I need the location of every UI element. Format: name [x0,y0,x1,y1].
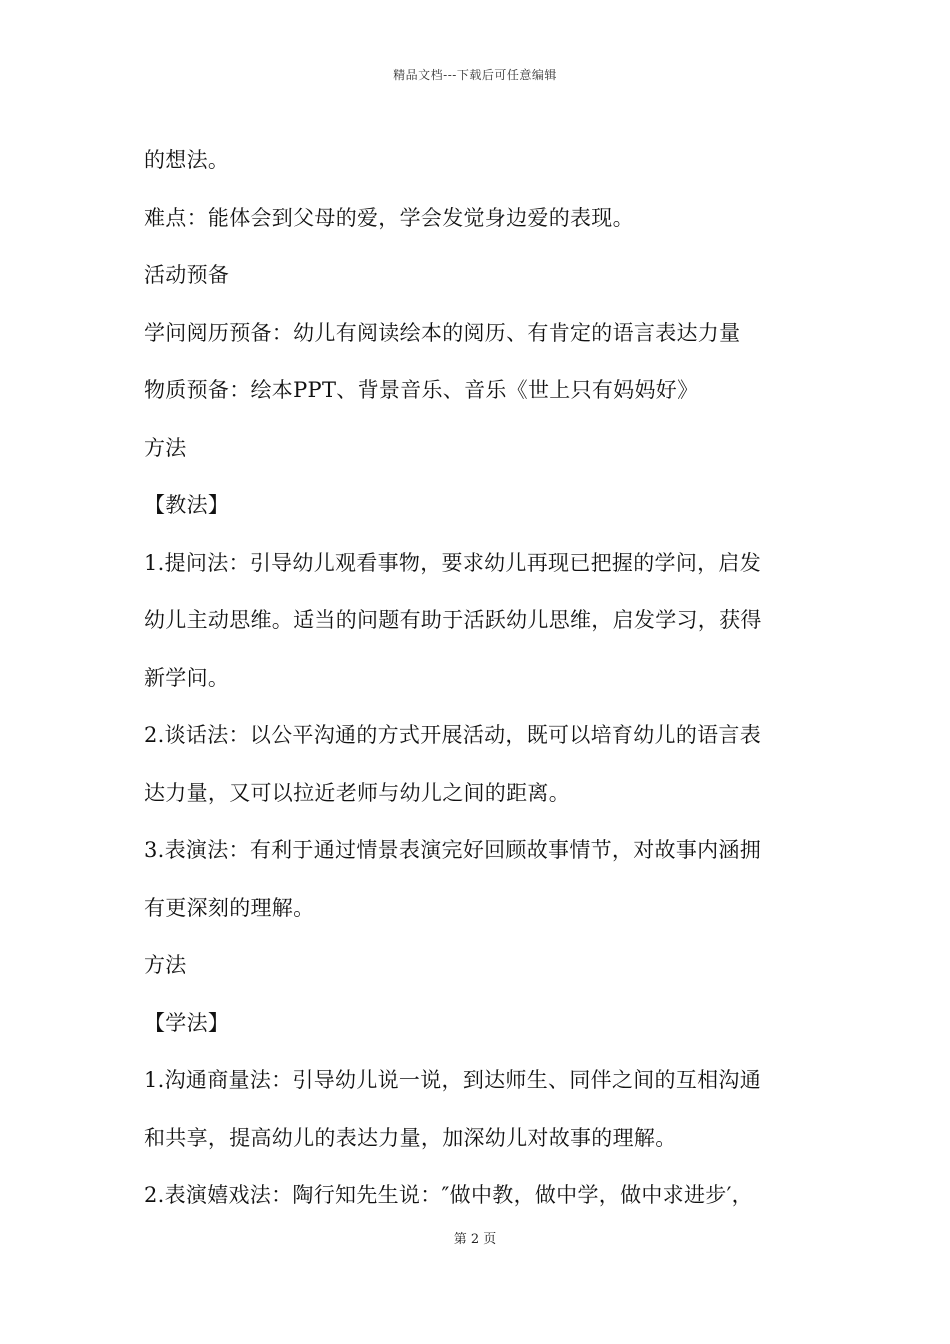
section-heading: 方法 [144,435,187,460]
body-line: 有更深刻的理解。 [144,895,315,920]
body-line: 和共享，提高幼儿的表达力量，加深幼儿对故事的理解。 [144,1125,677,1150]
body-line: 难点：能体会到父母的爱，学会发觉身边爱的表现。 [144,205,634,230]
body-line: 2.谈话法：以公平沟通的方式开展活动，既可以培育幼儿的语言表 [144,723,762,747]
page-number: 第 2 页 [453,1232,497,1247]
section-heading: 方法 [144,953,187,977]
document-body [144,132,808,1225]
body-line: 3.表演法：有利于通过情景表演完好回顾故事情节，对故事内涵拥 [144,838,762,862]
body-line: 1.提问法：引导幼儿观看事物，要求幼儿再现已把握的学问，启发 [144,550,762,575]
body-line: 物质预备：绘本PPT、背景音乐、音乐《世上只有妈妈好》 [144,378,699,402]
section-heading: 活动预备 [144,263,230,287]
body-line: 新学问。 [144,665,230,690]
body-line: 1.沟通商量法：引导幼儿说一说，到达师生、同伴之间的互相沟通 [144,1068,762,1092]
body-line: 幼儿主动思维。适当的问题有助于活跃幼儿思维，启发学习，获得 [144,608,762,632]
body-line: 学问阅历预备：幼儿有阅读绘本的阅历、有肯定的语言表达力量 [144,320,741,345]
body-line: 2.表演嬉戏法：陶行知先生说：″做中教，做中学，做中求进步′， [144,1183,753,1207]
subsection-heading: 【学法】 [144,1010,230,1035]
body-line: 的想法。 [144,148,230,172]
page-header: 精品文档---下载后可任意编辑 [393,68,557,82]
body-line: 达力量，又可以拉近老师与幼儿之间的距离。 [144,780,570,805]
subsection-heading: 【教法】 [144,493,230,517]
